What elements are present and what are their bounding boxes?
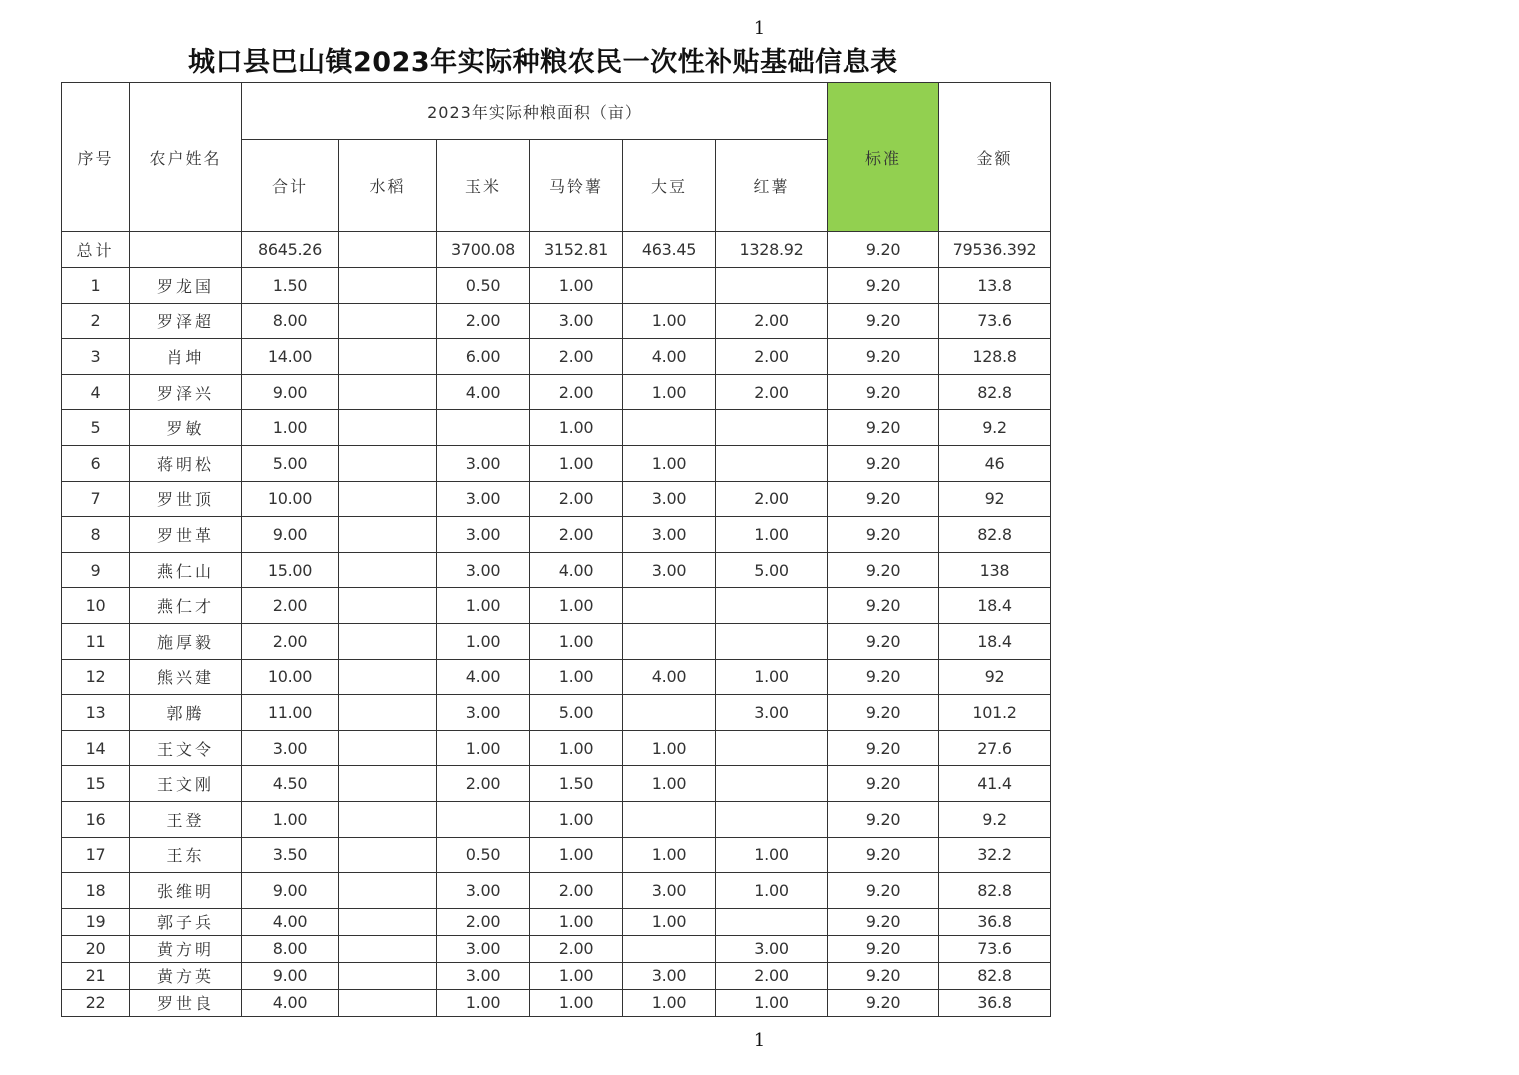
row-soybean: 1.00 [623,445,716,481]
row-sweet-potato: 1.00 [716,659,828,695]
row-standard: 9.20 [828,374,939,410]
table-row [62,552,1051,588]
row-potato: 1.00 [530,989,623,1016]
row-farmer-name: 郭子兵 [130,908,242,935]
row-farmer-name: 黄方明 [130,935,242,962]
row-amount: 82.8 [939,873,1051,909]
row-rice [339,268,437,304]
row-farmer-name: 王文刚 [130,766,242,802]
row-seq: 5 [62,410,130,446]
header-soybean: 大豆 [623,140,716,232]
header-planting-area: 2023年实际种粮面积（亩） [242,83,828,140]
row-standard: 9.20 [828,552,939,588]
summary-label: 总计 [62,232,130,268]
row-potato: 2.00 [530,374,623,410]
row-total: 9.00 [242,517,339,553]
page-number-bottom: 1 [753,1030,766,1051]
row-sweet-potato [716,908,828,935]
row-potato: 1.00 [530,588,623,624]
row-sweet-potato: 2.00 [716,339,828,375]
row-rice [339,623,437,659]
table-row [62,695,1051,731]
summary-name [130,232,242,268]
row-amount: 138 [939,552,1051,588]
row-rice [339,339,437,375]
header-sweet-potato: 红薯 [716,140,828,232]
row-corn: 3.00 [437,445,530,481]
row-corn: 2.00 [437,766,530,802]
row-standard: 9.20 [828,908,939,935]
row-corn: 6.00 [437,339,530,375]
row-potato: 1.00 [530,410,623,446]
row-standard: 9.20 [828,989,939,1016]
row-standard: 9.20 [828,517,939,553]
table-row [62,517,1051,553]
row-seq: 3 [62,339,130,375]
row-soybean [623,588,716,624]
row-farmer-name: 罗敏 [130,410,242,446]
row-soybean: 3.00 [623,517,716,553]
row-sweet-potato: 1.00 [716,517,828,553]
row-standard: 9.20 [828,445,939,481]
table-row [62,837,1051,873]
row-standard: 9.20 [828,837,939,873]
row-rice [339,588,437,624]
row-rice [339,766,437,802]
row-corn: 3.00 [437,695,530,731]
header-amount: 金额 [939,83,1051,232]
table-row [62,908,1051,935]
row-soybean [623,623,716,659]
row-farmer-name: 罗世良 [130,989,242,1016]
row-standard: 9.20 [828,962,939,989]
row-corn: 0.50 [437,837,530,873]
row-seq: 15 [62,766,130,802]
row-total: 10.00 [242,481,339,517]
row-seq: 16 [62,801,130,837]
row-amount: 36.8 [939,908,1051,935]
summary-sweet-potato: 1328.92 [716,232,828,268]
table-row [62,268,1051,304]
summary-standard: 9.20 [828,232,939,268]
row-total: 3.50 [242,837,339,873]
row-sweet-potato [716,268,828,304]
row-amount: 73.6 [939,303,1051,339]
row-soybean: 1.00 [623,837,716,873]
row-corn: 3.00 [437,517,530,553]
row-sweet-potato [716,410,828,446]
row-potato: 2.00 [530,873,623,909]
row-farmer-name: 张维明 [130,873,242,909]
header-total: 合计 [242,140,339,232]
row-farmer-name: 罗泽兴 [130,374,242,410]
table-row [62,623,1051,659]
summary-potato: 3152.81 [530,232,623,268]
row-potato: 1.00 [530,801,623,837]
table-row [62,374,1051,410]
row-total: 2.00 [242,623,339,659]
row-total: 8.00 [242,303,339,339]
row-seq: 7 [62,481,130,517]
summary-row [62,232,1051,268]
row-standard: 9.20 [828,339,939,375]
row-farmer-name: 黄方英 [130,962,242,989]
summary-total: 8645.26 [242,232,339,268]
row-amount: 9.2 [939,801,1051,837]
row-amount: 92 [939,481,1051,517]
row-total: 9.00 [242,962,339,989]
row-total: 11.00 [242,695,339,731]
row-corn: 1.00 [437,989,530,1016]
row-standard: 9.20 [828,695,939,731]
header-standard: 标准 [828,83,939,232]
row-seq: 2 [62,303,130,339]
row-sweet-potato [716,730,828,766]
row-total: 9.00 [242,374,339,410]
document-title: 城口县巴山镇2023年实际种粮农民一次性补贴基础信息表 [188,47,898,78]
row-farmer-name: 郭腾 [130,695,242,731]
row-potato: 2.00 [530,339,623,375]
row-corn: 3.00 [437,552,530,588]
row-seq: 1 [62,268,130,304]
row-rice [339,374,437,410]
row-potato: 4.00 [530,552,623,588]
row-corn: 3.00 [437,873,530,909]
row-total: 4.00 [242,989,339,1016]
row-amount: 128.8 [939,339,1051,375]
header-potato: 马铃薯 [530,140,623,232]
table-row [62,339,1051,375]
row-farmer-name: 燕仁山 [130,552,242,588]
row-farmer-name: 罗世革 [130,517,242,553]
row-amount: 36.8 [939,989,1051,1016]
row-amount: 13.8 [939,268,1051,304]
row-rice [339,410,437,446]
row-amount: 101.2 [939,695,1051,731]
row-sweet-potato [716,766,828,802]
row-standard: 9.20 [828,801,939,837]
page-number-top: 1 [753,18,766,39]
row-sweet-potato: 3.00 [716,935,828,962]
row-farmer-name: 王东 [130,837,242,873]
row-total: 4.50 [242,766,339,802]
row-corn: 1.00 [437,588,530,624]
header-corn: 玉米 [437,140,530,232]
row-total: 2.00 [242,588,339,624]
row-amount: 82.8 [939,517,1051,553]
row-soybean: 1.00 [623,908,716,935]
row-potato: 2.00 [530,517,623,553]
row-corn: 0.50 [437,268,530,304]
row-soybean: 1.00 [623,303,716,339]
row-corn: 3.00 [437,481,530,517]
row-corn: 4.00 [437,659,530,695]
row-standard: 9.20 [828,303,939,339]
row-farmer-name: 肖坤 [130,339,242,375]
row-sweet-potato: 2.00 [716,374,828,410]
row-total: 5.00 [242,445,339,481]
header-row-top [62,83,1051,140]
summary-soybean: 463.45 [623,232,716,268]
row-farmer-name: 王登 [130,801,242,837]
row-potato: 1.00 [530,268,623,304]
row-sweet-potato: 5.00 [716,552,828,588]
row-corn: 1.00 [437,730,530,766]
row-soybean: 3.00 [623,873,716,909]
row-soybean [623,801,716,837]
table-row [62,730,1051,766]
row-seq: 20 [62,935,130,962]
row-potato: 1.00 [530,445,623,481]
row-amount: 27.6 [939,730,1051,766]
row-corn: 2.00 [437,303,530,339]
row-potato: 1.00 [530,962,623,989]
row-corn: 3.00 [437,962,530,989]
table-row [62,303,1051,339]
row-sweet-potato: 2.00 [716,962,828,989]
row-total: 15.00 [242,552,339,588]
table-row [62,873,1051,909]
table-row [62,935,1051,962]
row-standard: 9.20 [828,659,939,695]
table-row [62,481,1051,517]
row-farmer-name: 罗泽超 [130,303,242,339]
subsidy-table [61,82,1051,1017]
row-soybean [623,268,716,304]
row-amount: 32.2 [939,837,1051,873]
row-potato: 1.00 [530,730,623,766]
table-row [62,588,1051,624]
row-seq: 10 [62,588,130,624]
row-seq: 19 [62,908,130,935]
row-rice [339,908,437,935]
row-standard: 9.20 [828,935,939,962]
row-potato: 2.00 [530,481,623,517]
row-amount: 9.2 [939,410,1051,446]
row-corn: 3.00 [437,935,530,962]
header-farmer-name: 农户姓名 [130,83,242,232]
row-total: 1.00 [242,410,339,446]
row-potato: 1.00 [530,623,623,659]
row-rice [339,962,437,989]
row-soybean: 3.00 [623,962,716,989]
table-row [62,659,1051,695]
row-soybean: 1.00 [623,989,716,1016]
row-rice [339,935,437,962]
header-rice: 水稻 [339,140,437,232]
row-potato: 5.00 [530,695,623,731]
row-farmer-name: 蒋明松 [130,445,242,481]
row-amount: 46 [939,445,1051,481]
row-potato: 1.00 [530,659,623,695]
row-seq: 6 [62,445,130,481]
row-total: 4.00 [242,908,339,935]
row-amount: 92 [939,659,1051,695]
row-standard: 9.20 [828,268,939,304]
row-sweet-potato: 1.00 [716,989,828,1016]
row-farmer-name: 燕仁才 [130,588,242,624]
row-standard: 9.20 [828,766,939,802]
row-amount: 73.6 [939,935,1051,962]
row-rice [339,837,437,873]
row-rice [339,659,437,695]
row-potato: 1.00 [530,837,623,873]
row-rice [339,801,437,837]
row-standard: 9.20 [828,588,939,624]
row-soybean: 1.00 [623,730,716,766]
row-rice [339,695,437,731]
row-soybean: 1.00 [623,766,716,802]
row-soybean [623,410,716,446]
row-rice [339,481,437,517]
row-total: 14.00 [242,339,339,375]
row-standard: 9.20 [828,410,939,446]
row-farmer-name: 施厚毅 [130,623,242,659]
row-sweet-potato [716,623,828,659]
header-seq: 序号 [62,83,130,232]
row-rice [339,552,437,588]
row-corn: 1.00 [437,623,530,659]
table-row [62,801,1051,837]
row-rice [339,303,437,339]
table-row [62,962,1051,989]
row-sweet-potato: 2.00 [716,481,828,517]
row-sweet-potato: 1.00 [716,837,828,873]
row-total: 9.00 [242,873,339,909]
row-amount: 82.8 [939,962,1051,989]
row-seq: 9 [62,552,130,588]
row-rice [339,730,437,766]
row-soybean: 4.00 [623,659,716,695]
row-sweet-potato [716,801,828,837]
row-seq: 14 [62,730,130,766]
row-corn [437,801,530,837]
row-rice [339,445,437,481]
summary-corn: 3700.08 [437,232,530,268]
row-soybean: 3.00 [623,481,716,517]
row-total: 10.00 [242,659,339,695]
row-farmer-name: 罗世顶 [130,481,242,517]
row-seq: 12 [62,659,130,695]
row-standard: 9.20 [828,873,939,909]
row-farmer-name: 王文令 [130,730,242,766]
row-sweet-potato: 3.00 [716,695,828,731]
row-potato: 1.50 [530,766,623,802]
row-sweet-potato [716,445,828,481]
row-soybean [623,695,716,731]
row-standard: 9.20 [828,481,939,517]
row-rice [339,517,437,553]
row-seq: 8 [62,517,130,553]
summary-amount: 79536.392 [939,232,1051,268]
row-amount: 18.4 [939,588,1051,624]
row-total: 1.50 [242,268,339,304]
row-sweet-potato: 2.00 [716,303,828,339]
row-potato: 2.00 [530,935,623,962]
row-seq: 22 [62,989,130,1016]
row-sweet-potato [716,588,828,624]
row-seq: 18 [62,873,130,909]
table-row [62,989,1051,1016]
row-soybean [623,935,716,962]
row-farmer-name: 熊兴建 [130,659,242,695]
row-soybean: 3.00 [623,552,716,588]
row-total: 3.00 [242,730,339,766]
row-corn [437,410,530,446]
row-seq: 17 [62,837,130,873]
row-corn: 4.00 [437,374,530,410]
row-sweet-potato: 1.00 [716,873,828,909]
row-potato: 1.00 [530,908,623,935]
row-amount: 41.4 [939,766,1051,802]
row-rice [339,873,437,909]
row-standard: 9.20 [828,623,939,659]
row-soybean: 4.00 [623,339,716,375]
row-standard: 9.20 [828,730,939,766]
row-rice [339,989,437,1016]
row-seq: 11 [62,623,130,659]
row-farmer-name: 罗龙国 [130,268,242,304]
table-row [62,766,1051,802]
row-potato: 3.00 [530,303,623,339]
summary-rice [339,232,437,268]
row-total: 8.00 [242,935,339,962]
row-amount: 82.8 [939,374,1051,410]
table-row [62,445,1051,481]
row-seq: 21 [62,962,130,989]
row-amount: 18.4 [939,623,1051,659]
table-row [62,410,1051,446]
row-corn: 2.00 [437,908,530,935]
row-total: 1.00 [242,801,339,837]
row-soybean: 1.00 [623,374,716,410]
row-seq: 13 [62,695,130,731]
row-seq: 4 [62,374,130,410]
